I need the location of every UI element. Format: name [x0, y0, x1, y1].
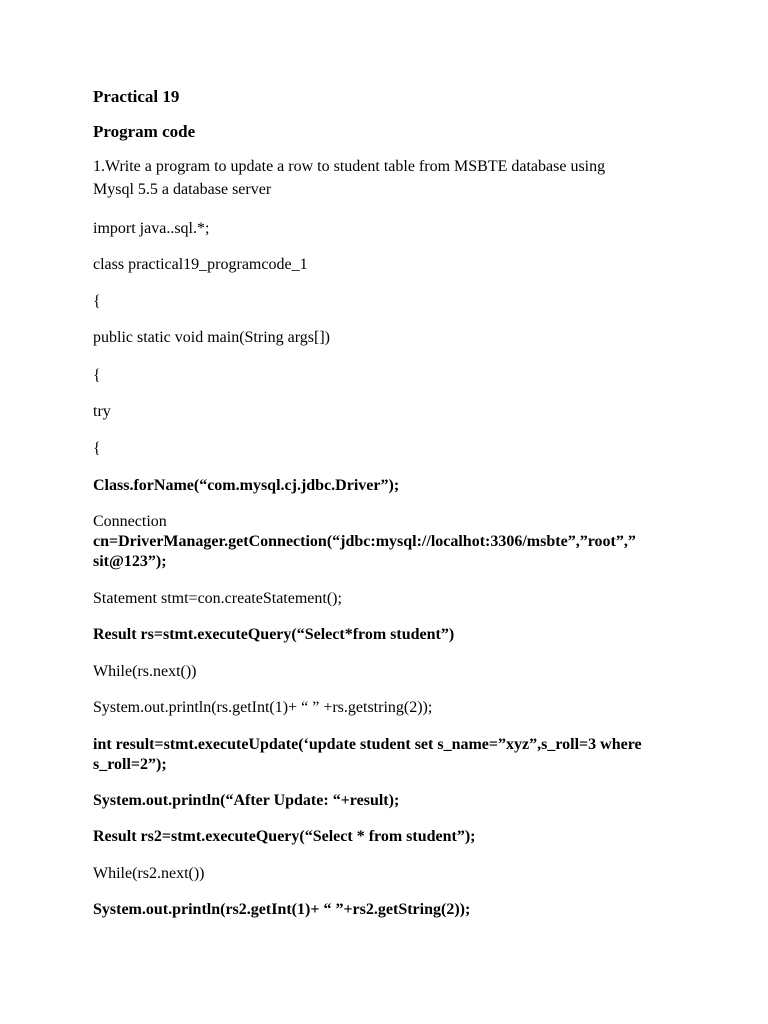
code-class-declaration: class practical19_programcode_1 [93, 256, 308, 273]
code-update-line-2: s_roll=2”); [93, 756, 167, 773]
question-line-1: 1.Write a program to update a row to student table from MSBTE database using [93, 158, 606, 175]
code-println-rs: System.out.println(rs.getInt(1)+ “ ” +rs.getstring(2)); [93, 699, 433, 716]
code-connection-keyword: Connection [93, 513, 167, 530]
question-line-2: Mysql 5.5 a database server [93, 181, 272, 198]
code-println-after-update: System.out.println(“After Update: “+result); [93, 792, 400, 809]
section-heading: Program code [93, 122, 196, 141]
code-connection-line-2: cn=DriverManager.getConnection(“jdbc:mysql://localhot:3306/msbte”,”root”,” [93, 533, 636, 550]
code-brace-open-3: { [93, 440, 101, 457]
practical-title: Practical 19 [93, 87, 180, 106]
code-main-declaration: public static void main(String args[]) [93, 329, 330, 346]
code-result-rs2: Result rs2=stmt.executeQuery(“Select * from student”); [93, 828, 476, 845]
code-statement: Statement stmt=con.createStatement(); [93, 590, 342, 607]
code-import: import java..sql.*; [93, 220, 210, 237]
code-brace-open-2: { [93, 367, 101, 384]
code-brace-open-1: { [93, 293, 101, 310]
code-while-rs2: While(rs2.next()) [93, 865, 205, 882]
code-update-line-1: int result=stmt.executeUpdate(‘update student set s_name=”xyz”,s_roll=3 where [93, 736, 642, 753]
code-connection-line-3: sit@123”); [93, 553, 167, 570]
code-class-forname: Class.forName(“com.mysql.cj.jdbc.Driver”); [93, 477, 400, 494]
code-while-rs: While(rs.next()) [93, 663, 197, 680]
code-println-rs2: System.out.println(rs2.getInt(1)+ “ ”+rs2.getString(2)); [93, 901, 471, 918]
code-try: try [93, 403, 111, 420]
code-result-rs: Result rs=stmt.executeQuery(“Select*from student”) [93, 626, 455, 643]
